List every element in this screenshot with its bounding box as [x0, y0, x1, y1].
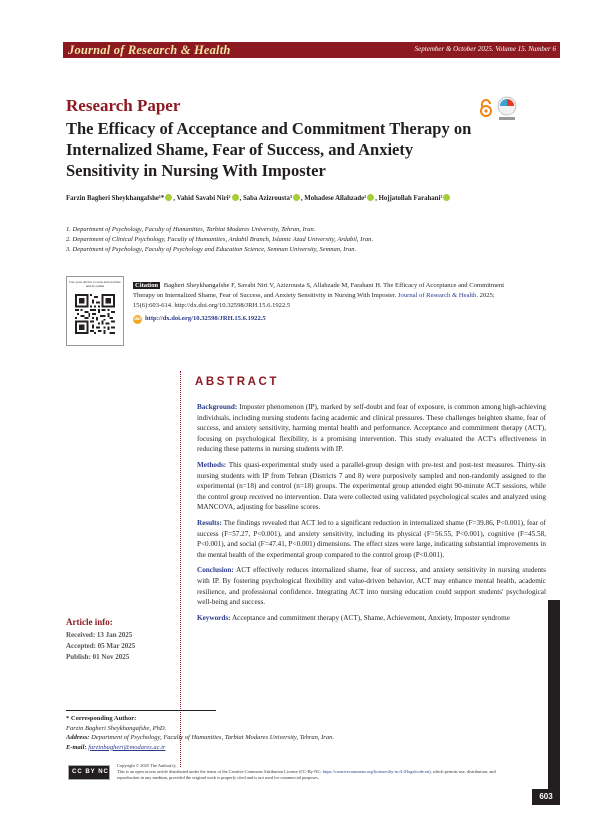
open-access-icon[interactable]	[479, 99, 493, 117]
qr-panel	[66, 276, 124, 346]
section-label: Results:	[197, 518, 222, 527]
section-label: Conclusion:	[197, 566, 234, 575]
page-number: 603	[539, 792, 553, 801]
abstract-keywords	[197, 613, 546, 624]
citation-text: Bagheri Sheykhangafshe F, Savabi Niri V, Azizrousta S, Allahzade M, Farahani H. The Efficacy of Acceptance and Commitment Therapy on Internalized Shame, Fear of Success, and Anxiety Sensitivity in Nursing With Imposter.	[133, 282, 505, 299]
corresponding-author-heading: * Corresponding Author:	[66, 715, 137, 722]
license-text	[117, 763, 517, 782]
published-date: Publish: 01 Nov 2025	[66, 653, 130, 661]
side-bar	[548, 600, 560, 789]
article-info	[66, 617, 135, 663]
abstract-methods	[197, 460, 546, 513]
affiliation: 3. Department of Psychology, Faculty of Psychology and Education Science, Semnan University, Semnan, Iran.	[66, 246, 357, 253]
affiliation: 2. Department of Clinical Psychology, Faculty of Humanities, Ardabil Branch, Islamic Azad University, Ardabil, Iran.	[66, 236, 373, 243]
section-label: Methods:	[197, 460, 227, 469]
email-link[interactable]: farzinbagheri@modares.ac.ir	[88, 743, 166, 751]
author-name[interactable]: Mohadese Allahzade²	[304, 195, 367, 202]
orcid-icon[interactable]	[443, 194, 450, 201]
abstract-body	[197, 402, 546, 628]
journal-name[interactable]: Journal of Research & Health	[68, 43, 231, 57]
license-link[interactable]: https://creativecommons.org/licenses/by-nc/4.0/legalcode.en	[322, 769, 430, 775]
address-label: Address:	[66, 734, 90, 742]
section-text: The findings revealed that ACT led to a significant reduction in internalized shame (F=39.86, P<0.001), fear of success (F=57.27, P<0.001), and anxiety sensitivity, including its physical (F=56.55, P<0.001), cognitive (F=45.58, P<0.001), and social (F=47.41, P<0.001) dimensions. The effect sizes were large, indicating substantial improvements in the mental health of the experimental group compared to the control group (P<0.001).	[197, 518, 546, 559]
page-number-tab	[532, 789, 560, 805]
author-name[interactable]: Vahid Savabi Niri²	[176, 195, 231, 202]
accepted-date: Accepted: 05 Mar 2025	[66, 642, 136, 650]
section-text: ACT effectively reduces internalized shame, fear of success, and anxiety sensitivity in nursing students with IP. By fostering psychological flexibility and value-driven behavior, ACT may enhance mental health, academic resilience, and professional confidence. Integrating ACT into nursing education could support students' psychological well-being and success.	[197, 566, 546, 607]
copyright-line: Copyright © 2025 The Author(s);	[117, 763, 177, 768]
abstract-heading: ABSTRACT	[195, 376, 280, 388]
license-body: This is an open access article distributed under the terms of the Creative Commons Attribution License (CC-By-NC:	[117, 769, 322, 775]
section-label: Background:	[197, 403, 238, 411]
orcid-icon[interactable]	[165, 194, 172, 201]
section-text: Imposter phenomenon (IP), marked by self-doubt and fear of exposure, is common among high-achieving individuals, including nursing students facing academic and clinical pressures. These challenges heighten shame, fear of success, and anxiety sensitivity, harming mental health and performance. Acceptance and commitment therapy (ACT), focusing on psychological flexibility, is a promising intervention. This study evaluated the ACT's effectiveness in reducing these patterns in nursing students with IP.	[197, 403, 546, 454]
author-name[interactable]: Farzin Bagheri Sheykhangafshe¹*	[66, 195, 165, 202]
section-text: Acceptance and commitment therapy (ACT), Shame, Achievement, Anxiety, Imposter syndrome	[231, 613, 510, 622]
issue-info: September & October 2025. Volume 15. Number 6	[414, 45, 556, 53]
citation-block	[133, 281, 506, 324]
author-name[interactable]: Saba Azizrousta³	[242, 195, 292, 202]
corresponding-author-name: Farzin Bagheri Sheykhangafshe, PhD.	[66, 724, 167, 732]
affiliation: 1. Department of Psychology, Faculty of Humanities, Tarbiat Modares University, Tehran, Iran.	[66, 226, 316, 233]
article-title: The Efficacy of Acceptance and Commitment Therapy on Internalized Shame, Fear of Success, and Anxiety Sensitivity in Nursing With Imposter	[66, 119, 472, 180]
orcid-icon[interactable]	[367, 194, 374, 201]
citation-details: 2025; 15(6):603-614. http://dx.doi.org/10.32598/JRH.15.6.1922.5	[133, 292, 495, 309]
affiliations	[66, 225, 373, 255]
orcid-icon[interactable]	[232, 194, 239, 201]
section-text: This quasi-experimental study used a parallel-group design with pre-test and post-test measures. Thirty-six nursing students with IP from Tehran (Districts 7 and 8) were purposively sampled and non-randomly assigned to the experimental (n=18) and control (n=18) groups. The experimental group attended eight 90-minute ACT sessions, while the control group received no intervention. Data were collected using validated psychological scales and analyzed using MANCOVA, adjusting for baseline scores.	[197, 460, 547, 512]
paper-type: Research Paper	[66, 96, 181, 115]
orcid-icon[interactable]	[293, 194, 300, 201]
cc-badge-text: CC BY NC	[72, 769, 109, 775]
qr-caption: Use your device to scan and read the article online	[69, 280, 121, 288]
section-label: Keywords:	[197, 613, 231, 622]
doi-line	[133, 314, 506, 324]
author-list: Farzin Bagheri Sheykhangafshe¹* , Vahid Savabi Niri² , Saba Azizrousta³ , Mohadese Allahzade² , Hojjatollah Farahani³	[66, 194, 451, 202]
abstract-divider	[180, 371, 181, 767]
cc-by-nc-icon[interactable]	[68, 765, 110, 780]
abstract-background	[197, 402, 546, 455]
abstract-results	[197, 518, 546, 560]
citation-journal-link[interactable]: Journal of Research & Health.	[397, 292, 478, 299]
footnote-divider	[66, 710, 216, 711]
received-date: Received: 13 Jan 2025	[66, 631, 133, 639]
license-body-end: ), which permits use, distribution, and reproduction in any medium, provided the original work is properly cited and is not used for commercial purposes.	[117, 769, 496, 781]
qr-code-icon[interactable]	[75, 294, 115, 334]
abstract-conclusion	[197, 565, 546, 607]
author-name[interactable]: Hojjatollah Farahani³	[378, 195, 443, 202]
doi-link[interactable]: http://dx.doi.org/10.32598/JRH.15.6.1922.5	[145, 315, 266, 322]
article-info-heading: Article info:	[66, 617, 113, 627]
crossmark-icon[interactable]	[497, 96, 517, 122]
doi-icon: doi	[134, 317, 141, 322]
address-text: Department of Psychology, Faculty of Humanities, Tarbiat Modares University, Tehran, Iran.	[91, 734, 334, 742]
email-label: E-mail:	[66, 743, 87, 751]
correspondence	[66, 714, 334, 752]
citation-label: Citation	[135, 282, 159, 289]
